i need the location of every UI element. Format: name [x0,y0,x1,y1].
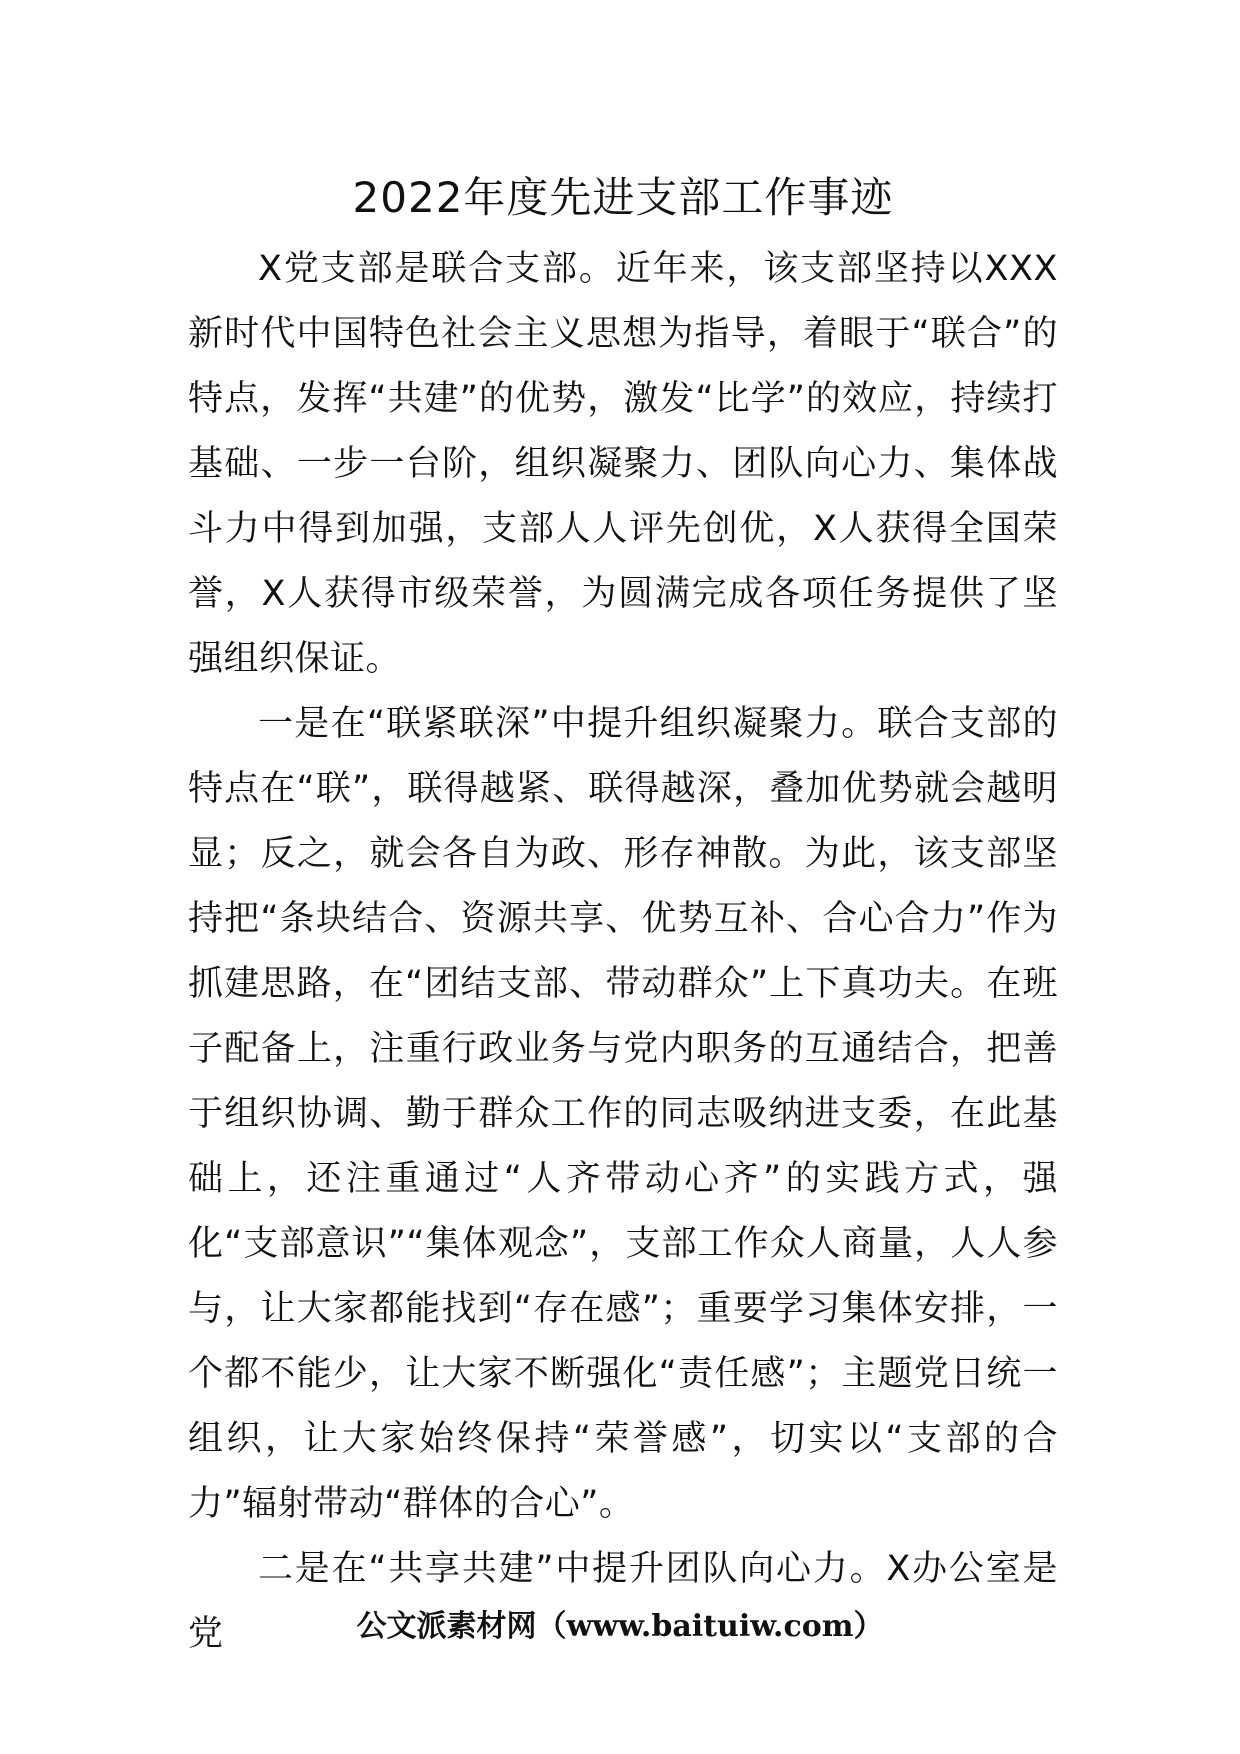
watermark-footer: 公文派素材网（www.baituiw.com） [356,1609,884,1644]
paragraph-point-two: 二是在“共享共建”中提升团队向心力。X办公室是党 [188,1549,1058,1654]
document-body [188,237,1058,1667]
paragraph-point-one: 一是在“联紧联深”中提升组织凝聚力。联合支部的特点在“联”，联得越紧、联得越深，叠加优势就会越明显；反之，就会各自为政、形存神散。为此，该支部坚持把“条块结合、资源共享、优势互补、合心合力”作为抓建思路，在“团结支部、带动群众”上下真功夫。在班子配备上，注重行政业务与党内职务的互通结合，把善于组织协调、勤于群众工作的同志吸纳进支委，在此基础上，还注重通过“人齐带动心齐”的实践方式，强化“支部意识”“集体观念”，支部工作众人商量，人人参与，让大家都能找到“存在感”；重要学习集体安排，一个都不能少，让大家不断强化“责任感”；主题党日统一组织，让大家始终保持“荣誉感”，切实以“支部的合力”辐射带动“群体的合心”。 [188,704,1058,1524]
document-title: 2022年度先进支部工作事迹 [352,173,894,222]
paragraph-intro: X党支部是联合支部。近年来，该支部坚持以XXX新时代中国特色社会主义思想为指导，着眼于“联合”的特点，发挥“共建”的优势，激发“比学”的效应，持续打基础、一步一台阶，组织凝聚力、团队向心力、集体战斗力中得到加强，支部人人评先创优，X人获得全国荣誉，X人获得市级荣誉，为圆满完成各项任务提供了坚强组织保证。 [188,249,1058,679]
